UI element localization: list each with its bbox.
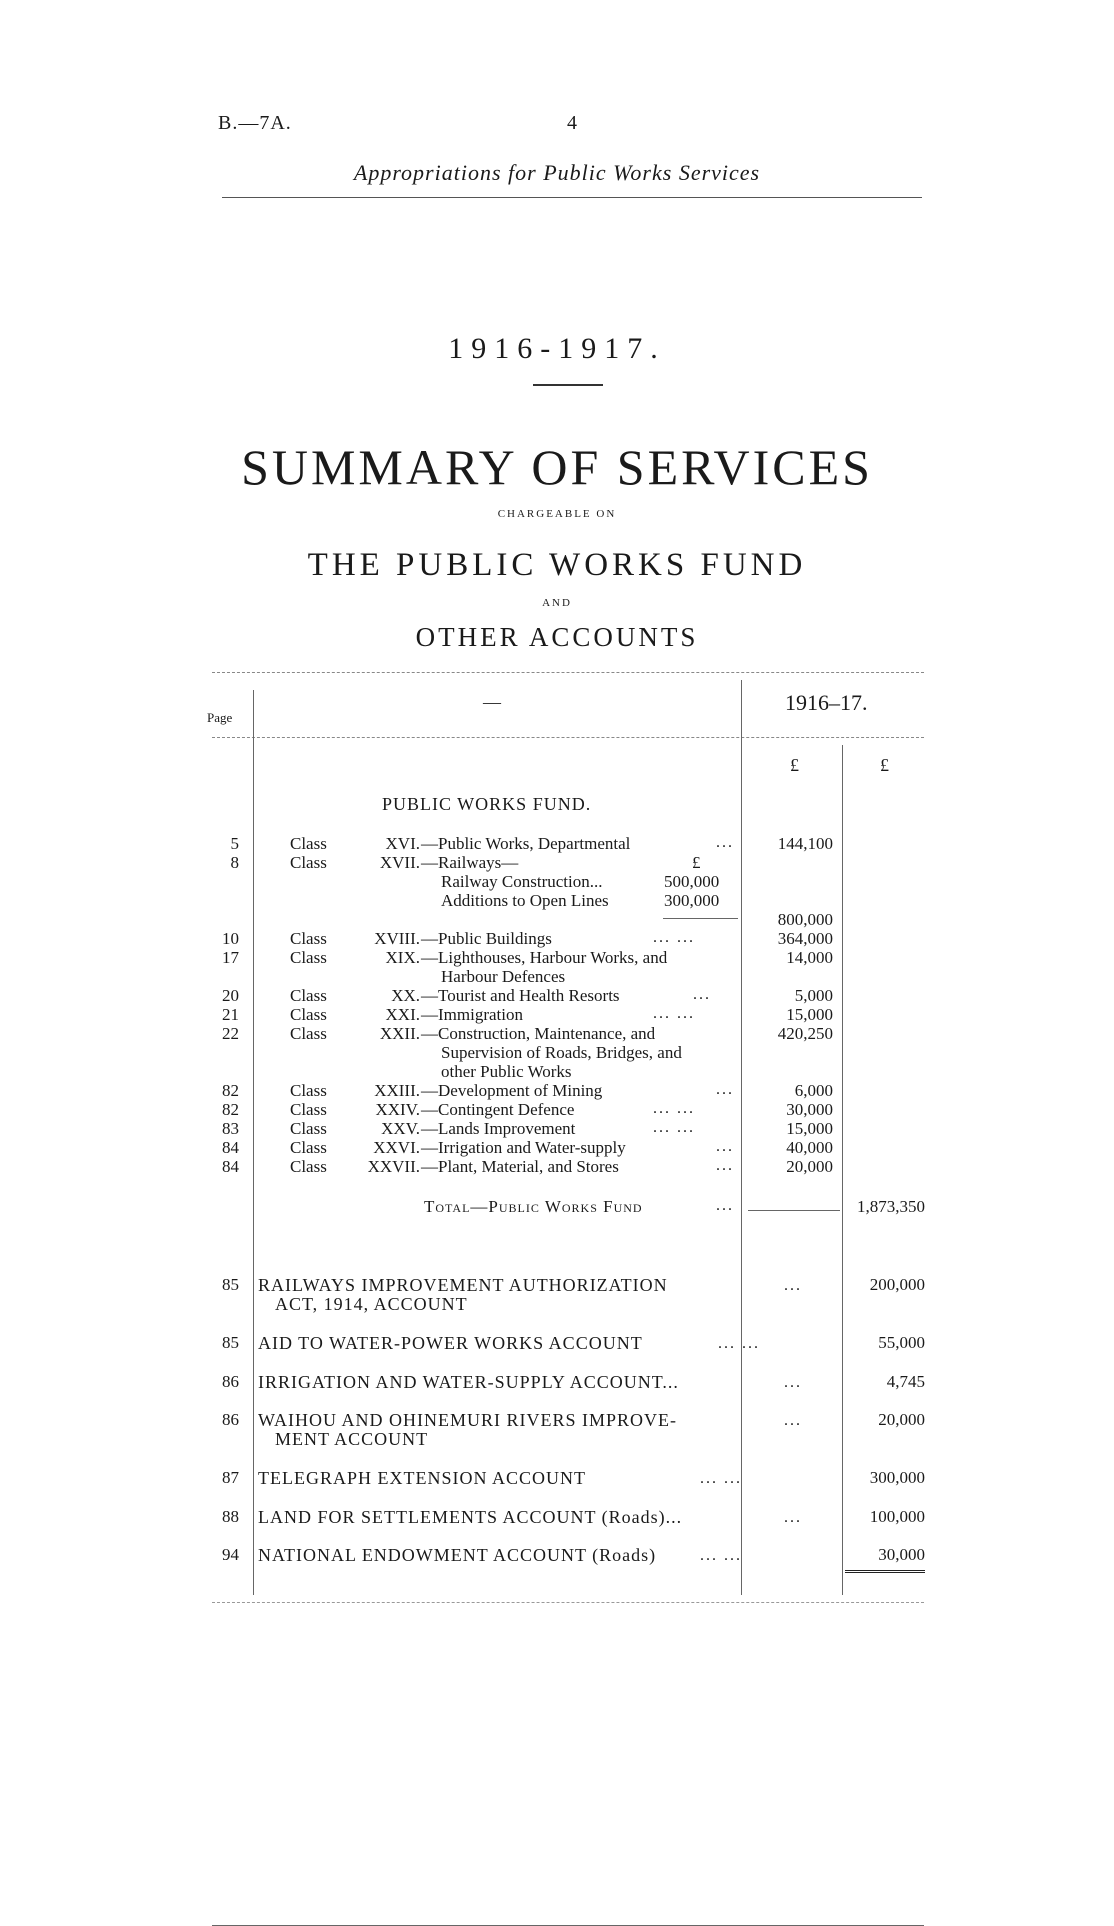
class-description: —Contingent Defence — [421, 1100, 575, 1119]
class-number: XXII. — [379, 1024, 420, 1043]
row-page: 5 — [230, 834, 239, 853]
row-page: 84 — [222, 1157, 239, 1176]
account-page: 85 — [222, 1333, 239, 1352]
account-amount: 100,000 — [869, 1507, 925, 1526]
railway-construction-label: Railway Construction... — [441, 872, 603, 891]
account-page: 86 — [222, 1410, 239, 1429]
class-amount: 15,000 — [786, 1119, 833, 1138]
class-label: Class — [290, 1005, 327, 1024]
class-amount: 420,250 — [777, 1024, 833, 1043]
total-amount: 1,873,350 — [857, 1197, 925, 1216]
row-page: 82 — [222, 1100, 239, 1119]
class-description: —Lighthouses, Harbour Works, and — [421, 948, 668, 967]
section-heading: PUBLIC WORKS FUND. — [382, 794, 592, 814]
col-page-header: Page — [207, 710, 233, 725]
class-amount: 15,000 — [786, 1005, 833, 1024]
class-label: Class — [290, 1138, 327, 1157]
class-description-cont: other Public Works — [441, 1062, 572, 1081]
account-name: NATIONAL ENDOWMENT ACCOUNT (Roads) — [258, 1545, 657, 1565]
row-page: 10 — [222, 929, 239, 948]
class-amount: 5,000 — [794, 986, 833, 1005]
account-name: TELEGRAPH EXTENSION ACCOUNT — [258, 1468, 586, 1488]
class-number: XVIII. — [374, 929, 420, 948]
class-number: XXVII. — [367, 1157, 420, 1176]
class-label: Class — [290, 834, 327, 853]
class-description: —Public Works, Departmental — [421, 834, 631, 853]
class-amount: 6,000 — [794, 1081, 833, 1100]
class-description: —Plant, Material, and Stores — [421, 1157, 619, 1176]
currency-symbol: £ — [790, 755, 799, 775]
title-divider — [533, 384, 603, 386]
chargeable-on: CHARGEABLE ON — [497, 508, 617, 520]
document-reference: B.—7A. — [218, 112, 292, 134]
class-amount: 364,000 — [777, 929, 833, 948]
account-page: 88 — [222, 1507, 239, 1526]
account-amount: 30,000 — [878, 1545, 925, 1564]
class-number: XXIV. — [375, 1100, 420, 1119]
account-amount: 4,745 — [886, 1372, 925, 1391]
other-accounts-title: OTHER ACCOUNTS — [415, 622, 699, 652]
class-number: XXI. — [385, 1005, 420, 1024]
currency-symbol: £ — [880, 755, 889, 775]
class-number: XIX. — [385, 948, 420, 967]
account-name: LAND FOR SETTLEMENTS ACCOUNT (Roads)... — [258, 1507, 683, 1527]
account-amount: 200,000 — [869, 1275, 925, 1294]
account-amount: 300,000 — [869, 1468, 925, 1487]
row-page: 8 — [230, 853, 239, 872]
grand-total-rule — [845, 1570, 925, 1573]
class-label: Class — [290, 853, 327, 872]
account-amount: 55,000 — [878, 1333, 925, 1352]
class-label: Class — [290, 1157, 327, 1176]
class-description-cont: Harbour Defences — [441, 967, 566, 986]
class-amount: 144,100 — [777, 834, 833, 853]
class-label: Class — [290, 1100, 327, 1119]
account-name: RAILWAYS IMPROVEMENT AUTHORIZATION — [258, 1275, 668, 1295]
class-label: Class — [290, 986, 327, 1005]
summary-title: SUMMARY OF SERVICES — [241, 439, 873, 495]
page-column-rule — [253, 690, 254, 1595]
class-description: —Lands Improvement — [421, 1119, 576, 1138]
row-page: 21 — [222, 1005, 239, 1024]
account-page: 87 — [222, 1468, 239, 1487]
class-number: XVII. — [379, 853, 420, 872]
fund-title: THE PUBLIC WORKS FUND — [307, 547, 807, 583]
class-description: —Development of Mining — [421, 1081, 603, 1100]
class-amount: 14,000 — [786, 948, 833, 967]
account-amount: 20,000 — [878, 1410, 925, 1429]
railways-subtotal: 800,000 — [777, 910, 833, 929]
class-description: —Irrigation and Water-supply — [421, 1138, 626, 1157]
page-number: 4 — [567, 112, 577, 134]
class-amount: 20,000 — [786, 1157, 833, 1176]
class-description-cont: Supervision of Roads, Bridges, and — [441, 1043, 682, 1062]
amount-column-rule — [741, 680, 742, 1595]
additions-label: Additions to Open Lines — [441, 891, 609, 910]
col-year-header: 1916–17. — [785, 690, 868, 715]
class-description: —Immigration — [421, 1005, 523, 1024]
row-page: 83 — [222, 1119, 239, 1138]
class-description: —Railways— — [421, 853, 519, 872]
account-name-cont: MENT ACCOUNT — [275, 1429, 429, 1449]
class-label: Class — [290, 948, 327, 967]
col-desc-header: — — [483, 692, 501, 712]
sub-currency: £ — [692, 853, 701, 872]
class-number: XX. — [391, 986, 420, 1005]
table-header-rule — [212, 737, 924, 738]
running-title: Appropriations for Public Works Services — [353, 160, 761, 185]
total-column-rule — [842, 745, 843, 1595]
table-bottom-rule — [212, 1602, 924, 1603]
class-number: XVI. — [385, 834, 420, 853]
class-label: Class — [290, 1024, 327, 1043]
additions-amount: 300,000 — [664, 891, 720, 910]
account-page: 85 — [222, 1275, 239, 1294]
total-label: Total—Public Works Fund — [424, 1197, 643, 1216]
row-page: 82 — [222, 1081, 239, 1100]
account-name-cont: ACT, 1914, ACCOUNT — [275, 1294, 468, 1314]
class-description: —Tourist and Health Resorts — [421, 986, 620, 1005]
class-label: Class — [290, 929, 327, 948]
row-page: 17 — [222, 948, 239, 967]
class-label: Class — [290, 1119, 327, 1138]
class-amount: 30,000 — [786, 1100, 833, 1119]
row-page: 84 — [222, 1138, 239, 1157]
class-label: Class — [290, 1081, 327, 1100]
account-page: 94 — [222, 1545, 239, 1564]
table-top-rule — [212, 672, 924, 673]
class-number: XXIII. — [374, 1081, 420, 1100]
and-word: AND — [542, 597, 572, 609]
row-page: 22 — [222, 1024, 239, 1043]
fiscal-years: 1916-1917. — [448, 332, 666, 365]
account-page: 86 — [222, 1372, 239, 1391]
header-rule — [222, 197, 922, 198]
account-name: IRRIGATION AND WATER-SUPPLY ACCOUNT... — [258, 1372, 679, 1392]
account-name: WAIHOU AND OHINEMURI RIVERS IMPROVE- — [258, 1410, 677, 1430]
class-amount: 40,000 — [786, 1138, 833, 1157]
railway-construction-amount: 500,000 — [664, 872, 720, 891]
row-page: 20 — [222, 986, 239, 1005]
class-description: —Public Buildings — [421, 929, 552, 948]
class-number: XXVI. — [373, 1138, 420, 1157]
account-name: AID TO WATER-POWER WORKS ACCOUNT — [258, 1333, 643, 1353]
class-description: —Construction, Maintenance, and — [421, 1024, 656, 1043]
class-number: XXV. — [381, 1119, 420, 1138]
